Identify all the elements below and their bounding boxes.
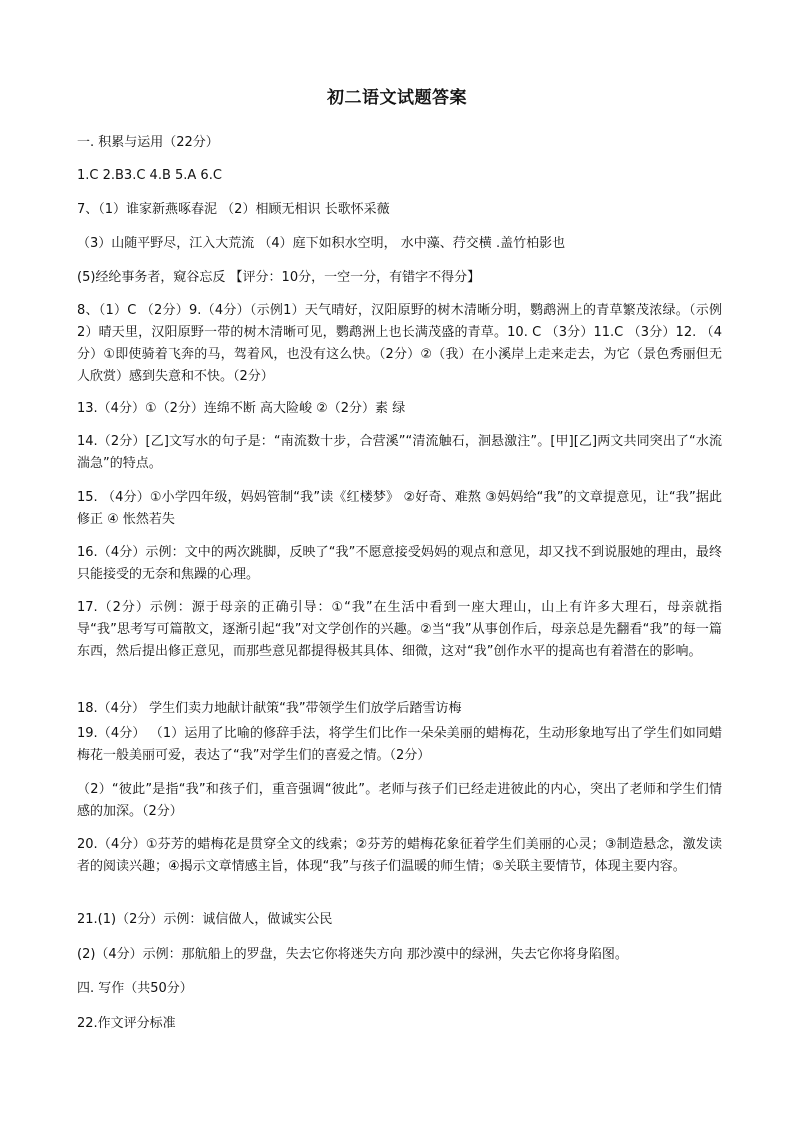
answer-paragraph-8-12: 8、（1）C （2分）9.（4分）（示例1）天气晴好，汉阳原野的树木清晰分明，鹦鹉洲上的青草繁茂浓绿。（示例2）晴天里，汉阳原野一带的树木清晰可见，鹦鹉洲上也长满茂盛的青草。10. C （3分）11.C （3分）12. （4分）①即使骑着飞奔的马，驾着风，也没有这么快。（2分）②（我）在小溪岸上走来走去，为它（景色秀丽但无人欣赏）感到失意和不快。（2分） <box>77 303 722 384</box>
answer-line-7-5: (5)经纶事务者，窥谷忘反 【评分：10分，一空一分，有错字不得分】 <box>77 270 481 285</box>
section-heading-accumulation: 一. 积累与运用（22分） <box>77 135 219 150</box>
page-title: 初二语文试题答案 <box>327 88 467 108</box>
answer-line-13: 13.（4分）①（2分）连绵不断 高大险峻 ②（2分）素 绿 <box>77 401 406 416</box>
answer-line-7: 7、（1）谁家新燕啄春泥 （2）相顾无相识 长歌怀采薇 <box>77 202 390 217</box>
answer-line-22: 22.作文评分标准 <box>77 1016 176 1031</box>
answer-paragraph-19-1: 19.（4分） （1）运用了比喻的修辞手法，将学生们比作一朵朵美丽的蜡梅花，生动形象地写出了学生们如同蜡梅花一般美丽可爱，表达了“我”对学生们的喜爱之情。（2分） <box>77 726 722 763</box>
answer-line-21-1: 21.(1)（2分）示例：诚信做人，做诚实公民 <box>77 912 333 927</box>
answer-paragraph-17: 17.（2分）示例：源于母亲的正确引导：①“我”在生活中看到一座大理山，山上有许多大理石，母亲就指导“我”思考写可篇散文，逐渐引起“我”对文学创作的兴趣。②当“我”从事创作后，母亲总是先翻看“我”的每一篇东西，然后提出修正意见，而那些意见都提得极其具体、细微，这对“我”创作水平的提高也有着潜在的影响。 <box>77 600 722 659</box>
answer-line-18: 18.（4分） 学生们卖力地献计献策“我”带领学生们放学后踏雪访梅 <box>77 701 462 716</box>
answer-line-1-6: 1.C 2.B3.C 4.B 5.A 6.C <box>77 168 222 183</box>
answer-paragraph-20: 20.（4分）①芬芳的蜡梅花是贯穿全文的线索；②芬芳的蜡梅花象征着学生们美丽的心灵；③制造悬念，激发读者的阅读兴趣；④揭示文章情感主旨，体现“我”与孩子们温暖的师生情；⑤关联主要情节，体现主要内容。 <box>77 837 722 874</box>
answer-line-7-3-4: （3）山随平野尽，江入大荒流 （4）庭下如积水空明， 水中藻、荇交横 .盖竹柏影也 <box>77 236 566 251</box>
answer-line-21-2: (2)（4分）示例：那航船上的罗盘，失去它你将迷失方向 那沙漠中的绿洲，失去它你将身陷图。 <box>77 947 628 962</box>
answer-paragraph-16: 16.（4分）示例：文中的两次跳脚，反映了“我”不愿意接受妈妈的观点和意见，却又找不到说服她的理由，最终只能接受的无奈和焦躁的心理。 <box>77 545 722 582</box>
answer-paragraph-14: 14.（2分）[乙]文写水的句子是：“南流数十步，合营溪”“清流触石，洄悬激注”。[甲][乙]两文共同突出了“水流湍急”的特点。 <box>77 434 722 471</box>
answer-paragraph-15: 15. （4分）①小学四年级，妈妈管制“我”读《红楼梦》 ②好奇、难熬 ③妈妈给“我”的文章提意见，让“我”据此修正 ④ 怅然若失 <box>77 490 722 527</box>
section-heading-writing: 四. 写作（共50分） <box>77 981 193 996</box>
answer-paragraph-19-2: （2）“彼此”是指“我”和孩子们，重音强调“彼此”。老师与孩子们已经走进彼此的内心，突出了老师和学生们情感的加深。（2分） <box>77 782 722 819</box>
